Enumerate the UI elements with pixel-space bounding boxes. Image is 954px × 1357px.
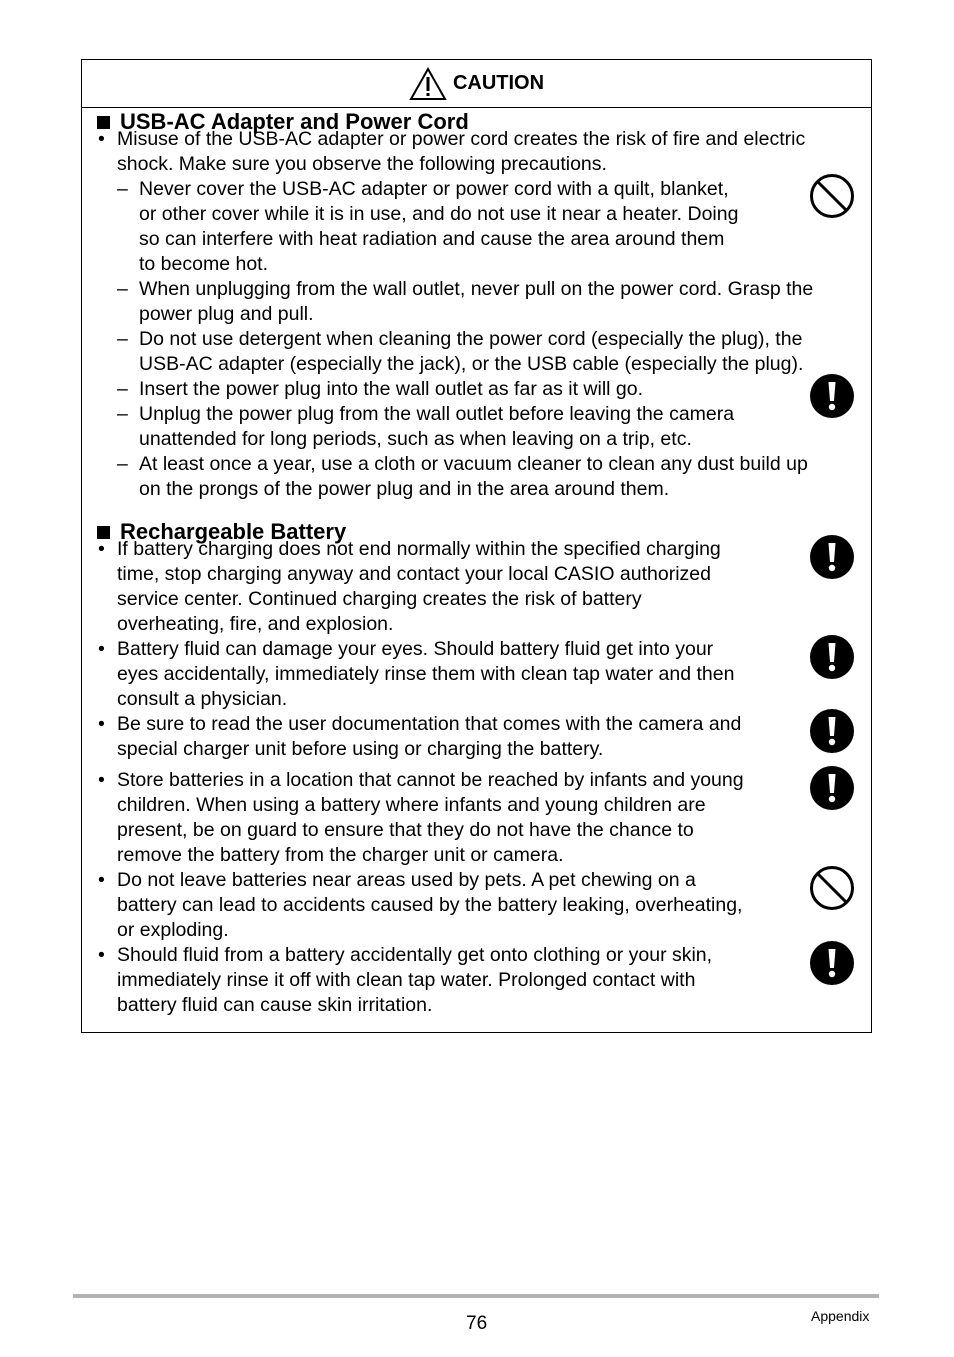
bullet-marker: • xyxy=(98,638,105,660)
text-line: or other cover while it is in use, and do not use it near a heater. Doing xyxy=(139,203,739,225)
mandatory-action-icon xyxy=(809,373,855,419)
mandatory-action-icon xyxy=(809,534,855,580)
prohibition-icon xyxy=(809,865,855,911)
text-line: Be sure to read the user documentation that comes with the camera and xyxy=(117,713,742,735)
dash-marker: – xyxy=(117,178,128,200)
text-line: Never cover the USB-AC adapter or power cord with a quilt, blanket, xyxy=(139,178,729,200)
bullet-marker: • xyxy=(98,769,105,791)
dash-marker: – xyxy=(117,378,128,400)
text-line: Store batteries in a location that cannot be reached by infants and young xyxy=(117,769,744,791)
text-line: time, stop charging anyway and contact your local CASIO authorized xyxy=(117,563,711,585)
text-line: consult a physician. xyxy=(117,688,288,710)
footer-rule xyxy=(73,1294,879,1298)
dash-marker: – xyxy=(117,403,128,425)
caution-header xyxy=(82,60,871,108)
page-number: 76 xyxy=(466,1313,488,1334)
text-line: to become hot. xyxy=(139,253,268,275)
text-line: or exploding. xyxy=(117,919,229,941)
text-line: unattended for long periods, such as when leaving on a trip, etc. xyxy=(139,428,692,450)
text-line: service center. Continued charging creates the risk of battery xyxy=(117,588,642,610)
text-line: remove the battery from the charger unit or camera. xyxy=(117,844,564,866)
bullet-marker: • xyxy=(98,128,105,150)
text-line: USB-AC adapter (especially the jack), or the USB cable (especially the plug). xyxy=(139,353,804,375)
text-line: overheating, fire, and explosion. xyxy=(117,613,394,635)
text-line: on the prongs of the power plug and in the area around them. xyxy=(139,478,670,500)
bullet-marker: • xyxy=(98,713,105,735)
text-line: Insert the power plug into the wall outlet as far as it will go. xyxy=(139,378,644,400)
dash-marker: – xyxy=(117,278,128,300)
text-line: Do not leave batteries near areas used by pets. A pet chewing on a xyxy=(117,869,696,891)
text-line: children. When using a battery where infants and young children are xyxy=(117,794,706,816)
text-line: Battery fluid can damage your eyes. Should battery fluid get into your xyxy=(117,638,714,660)
text-line: At least once a year, use a cloth or vacuum cleaner to clean any dust build up xyxy=(139,453,808,475)
bullet-marker: • xyxy=(98,538,105,560)
text-line: battery can lead to accidents caused by the battery leaking, overheating, xyxy=(117,894,743,916)
text-line: If battery charging does not end normally within the specified charging xyxy=(117,538,721,560)
text-line: battery fluid can cause skin irritation. xyxy=(117,994,433,1016)
mandatory-action-icon xyxy=(809,765,855,811)
text-line: power plug and pull. xyxy=(139,303,314,325)
text-line: When unplugging from the wall outlet, never pull on the power cord. Grasp the xyxy=(139,278,814,300)
text-line: Unplug the power plug from the wall outlet before leaving the camera xyxy=(139,403,735,425)
dash-marker: – xyxy=(117,453,128,475)
caution-title: CAUTION xyxy=(452,72,545,94)
text-line: shock. Make sure you observe the following precautions. xyxy=(117,153,607,175)
footer-section-name: Appendix xyxy=(811,1308,870,1324)
text-line: immediately rinse it off with clean tap water. Prolonged contact with xyxy=(117,969,696,991)
text-line: Do not use detergent when cleaning the power cord (especially the plug), the xyxy=(139,328,803,350)
dash-marker: – xyxy=(117,328,128,350)
bullet-marker: • xyxy=(98,869,105,891)
text-line: so can interfere with heat radiation and cause the area around them xyxy=(139,228,725,250)
text-line: present, be on guard to ensure that they do not have the chance to xyxy=(117,819,694,841)
text-line: Should fluid from a battery accidentally get onto clothing or your skin, xyxy=(117,944,713,966)
bullet-marker: • xyxy=(98,944,105,966)
text-line: special charger unit before using or charging the battery. xyxy=(117,738,604,760)
mandatory-action-icon xyxy=(809,708,855,754)
prohibition-icon xyxy=(809,173,855,219)
text-line: eyes accidentally, immediately rinse them with clean tap water and then xyxy=(117,663,735,685)
text-line: Misuse of the USB-AC adapter or power cord creates the risk of fire and electric xyxy=(117,128,806,150)
section-heading-text: Rechargeable Battery xyxy=(120,519,347,544)
mandatory-action-icon xyxy=(809,940,855,986)
mandatory-action-icon xyxy=(809,634,855,680)
warning-triangle-icon xyxy=(409,67,447,101)
section-heading-text: USB-AC Adapter and Power Cord xyxy=(120,109,469,134)
